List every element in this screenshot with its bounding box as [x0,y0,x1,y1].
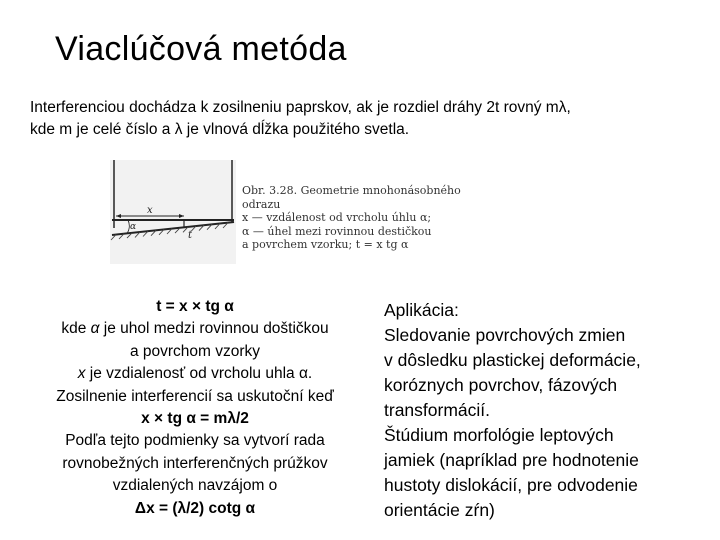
x-definition [30,363,360,385]
formula-t: t = x × tg α [156,298,234,315]
application-line-5: transformácií. [384,400,490,420]
intro-paragraph [30,97,700,141]
alpha-definition-text: je uhol medzi rovinnou doštičkou [99,320,329,338]
formula-condition: x × tg α = mλ/2 [141,410,249,428]
caption-line-5: a povrchem vzorku; t = x tg α [242,238,409,252]
application-column [384,298,714,523]
intro-line-2: kde m je celé číslo a λ je vlnová dĺžka použitého svetla. [30,121,410,138]
intro-line-1: Interferenciou dochádza k zosilneniu paprskov, ak je rozdiel dráhy 2t rovný mλ, [30,99,571,116]
application-line-1: Aplikácia: [384,300,459,320]
x-symbol: x [77,365,86,383]
application-line-2: Sledovanie povrchových zmien [384,325,626,345]
x-definition-text: je vzdialenosť od vrcholu uhla α. [85,365,313,383]
application-line-9: orientácie zŕn) [384,500,495,520]
formula-column [30,296,360,520]
application-line-8: hustoty dislokácií, pre odvodenie [384,475,638,495]
figure-background [110,160,236,264]
alpha-definition-cont: a povrchom vzorky [129,342,261,360]
formula-spacing: Δx = (λ/2) cotg α [134,499,256,517]
page-title: Viaclúčová metóda [55,30,347,68]
label-x: x [147,205,153,216]
amplification-text: Zosilnenie interferencií sa uskutoční keď [56,387,334,405]
application-line-4: koróznych povrchov, fázových [384,375,618,395]
caption-line-4: α — úhel mezi rovinnou destičkou [242,224,432,238]
geometry-figure [110,160,485,264]
fringe-text-3: vzdialených navzájom o [112,477,278,495]
application-line-7: jamiek (napríklad pre hodnotenie [384,450,639,470]
caption-line-3: x — vzdálenost od vrcholu úhlu α; [242,211,432,225]
alpha-symbol: α [90,320,100,338]
label-t: t [188,230,193,241]
application-line-6: Štúdium morfológie leptových [384,425,614,445]
fringe-text-2: rovnobežných interferenčných prúžkov [62,454,328,472]
figure-caption [242,184,492,252]
alpha-definition: kde α je uhol medzi rovinnou doštičkou [61,320,329,338]
application-line-3: v dôsledku plastickej deformácie, [384,350,641,370]
caption-line-2: odrazu [242,197,281,211]
label-alpha: α [130,222,137,232]
caption-line-1: Obr. 3.28. Geometrie mnohonásobného [242,184,461,197]
fringe-text-1: Podľa tejto podmienky sa vytvorí rada [65,432,325,450]
